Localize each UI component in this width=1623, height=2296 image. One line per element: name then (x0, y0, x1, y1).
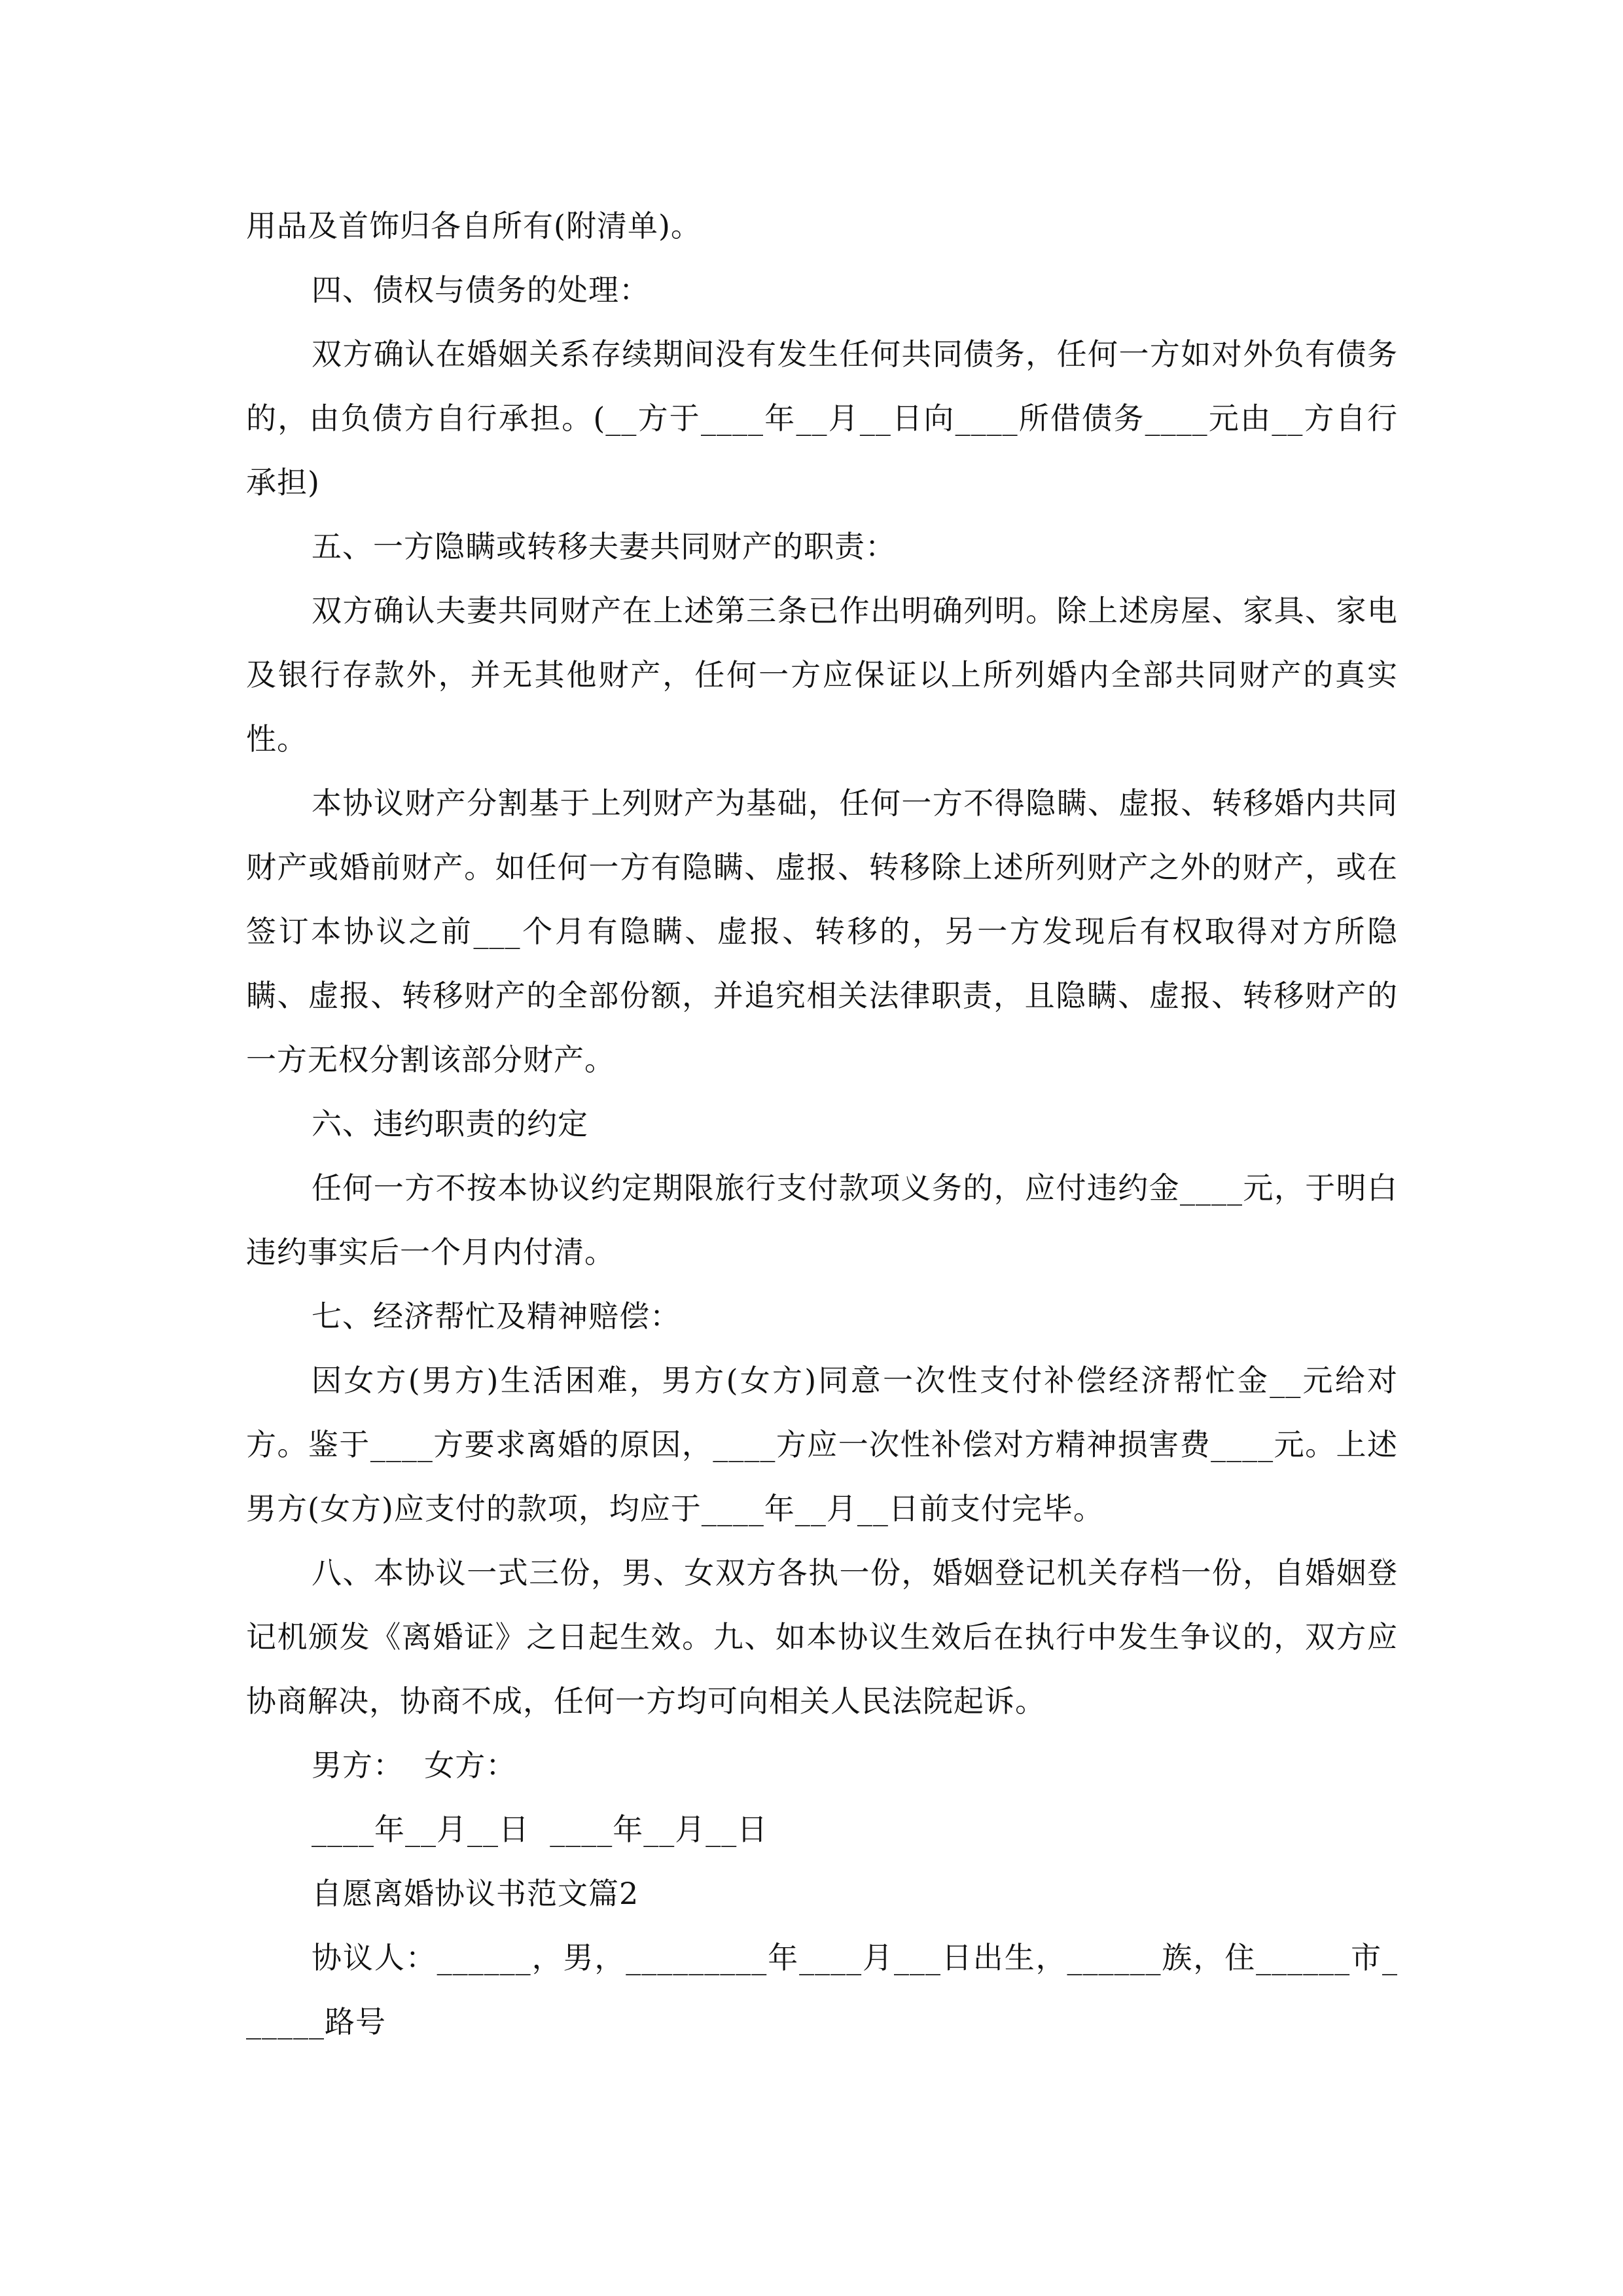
paragraph-property-division: 本协议财产分割基于上列财产为基础，任何一方不得隐瞒、虚报、转移婚内共同财产或婚前财产。如任何一方有隐瞒、虚报、转移除上述所列财产之外的财产，或在签订本协议之前___个月有隐瞒、虚报、转移的，另一方发现后有权取得对方所隐瞒、虚报、转移财产的全部份额，并追究相关法律职责，且隐瞒、虚报、转移财产的一方无权分割该部分财产。 (246, 785, 1398, 1077)
paragraph-breach: 任何一方不按本协议约定期限旅行支付款项义务的，应付违约金____元，于明白违约事实后一个月内付清。 (246, 1170, 1398, 1270)
document-body (246, 194, 1398, 2054)
paragraph-debts: 双方确认在婚姻关系存续期间没有发生任何共同债务，任何一方如对外负有债务的，由负债方自行承担。(__方于____年__月__日向____所借债务____元由__方自行承担) (246, 336, 1398, 500)
paragraph-property-confirmation: 双方确认夫妻共同财产在上述第三条已作出明确列明。除上述房屋、家具、家电及银行存款外，并无其他财产，任何一方应保证以上所列婚内全部共同财产的真实性。 (246, 593, 1398, 757)
date-line: ____年__月__日 ____年__月__日 (312, 1812, 768, 1847)
heading-breach: 六、违约职责的约定 (312, 1106, 588, 1141)
paragraph-party-info: 协议人：______，男，_________年____月___日出生，______族，住______市______路号 (246, 1940, 1398, 2039)
paragraph-belongings: 用品及首饰归各自所有(附清单)。 (246, 208, 702, 243)
heading-concealment: 五、一方隐瞒或转移夫妻共同财产的职责： (312, 529, 896, 564)
paragraph-copies-and-disputes: 八、本协议一式三份，男、女双方各执一份，婚姻登记机关存档一份，自婚姻登记机颁发《离婚证》之日起生效。九、如本协议生效后在执行中发生争议的，双方应协商解决，协商不成，任何一方均可向相关人民法院起诉。 (246, 1555, 1398, 1719)
signature-line: 男方： 女方： (312, 1748, 517, 1783)
heading-debts: 四、债权与债务的处理： (312, 272, 650, 308)
section-title-sample-2: 自愿离婚协议书范文篇2 (312, 1876, 639, 1911)
heading-compensation: 七、经济帮忙及精神赔偿： (312, 1299, 681, 1334)
paragraph-compensation: 因女方(男方)生活困难，男方(女方)同意一次性支付补偿经济帮忙金__元给对方。鉴于____方要求离婚的原因，____方应一次性补偿对方精神损害费____元。上述男方(女方)应支付的款项，均应于____年__月__日前支付完毕。 (246, 1363, 1399, 1526)
